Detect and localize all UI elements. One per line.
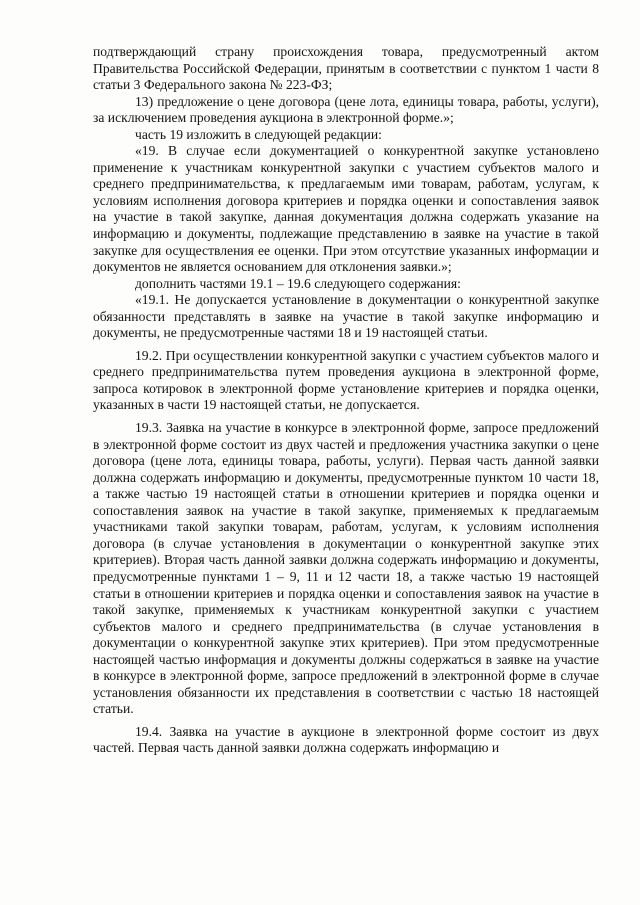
paragraph-part-19: «19. В случае если документацией о конкурентной закупке установлено применение к участникам конкурентной закупки с участием субъектов малого и среднего предпринимательства, к предлагаемым ими товарам, работам, услугам, к условиям исполнения договора критериев и порядка оценки и сопоставления заявок на участие в такой закупке, данная документация должна содержать указание на информацию и документы, подлежащие представлению в заявке на участие в такой закупке для осуществления ее оценки. При этом отсутствие указанных информации и документов не является основанием для отклонения заявки.»; (93, 143, 599, 275)
paragraph-19-3: 19.3. Заявка на участие в конкурсе в электронной форме, запросе предложений в электронной форме состоит из двух частей и предложения участника закупки о цене договора (цене лота, единицы товара, работы, услуги). Первая часть данной заявки должна содержать информацию и документы, предусмотренные пунктом 10 части 18, а также частью 19 настоящей статьи в отношении критериев и порядка оценки и сопоставления заявок на участие в такой закупке, применяемых к предлагаемым участниками такой закупки товарам, работам, услугам, к условиям исполнения договора (в случае установления в документации о конкурентной закупке этих критериев). Вторая часть данной заявки должна содержать информацию и документы, предусмотренные пунктами 1 – 9, 11 и 12 части 18, а также частью 19 настоящей статьи в отношении критериев и порядка оценки и сопоставления заявок на участие в такой закупке, применяемых к участникам конкурентной закупки с участием субъектов малого и среднего предпринимательства (в случае установления в документации о конкурентной закупке этих критериев). При этом предусмотренные настоящей частью информация и документы должны содержаться в заявке на участие в конкурсе в электронной форме, запросе предложений в электронной форме в случае установления обязанности их представления в соответствии с частью 18 настоящей статьи. (93, 420, 599, 717)
paragraph-19-2: 19.2. При осуществлении конкурентной закупки с участием субъектов малого и среднего предпринимательства путем проведения аукциона в электронной форме, запроса котировок в электронной форме установление критериев и порядка оценки, указанных в части 19 настоящей статьи, не допускается. (93, 347, 599, 413)
document-body (93, 44, 599, 757)
paragraph-19-4: 19.4. Заявка на участие в аукционе в электронной форме состоит из двух частей. Первая часть данной заявки должна содержать информацию и (93, 723, 599, 756)
paragraph-item-13: 13) предложение о цене договора (цене лота, единицы товара, работы, услуги), за исключением проведения аукциона в электронной форме.»; (93, 93, 599, 126)
paragraph-19-1: «19.1. Не допускается установление в документации о конкурентной закупке обязанности представлять в заявке на участие в такой закупке информацию и документы, не предусмотренные частями 18 и 19 настоящей статьи. (93, 292, 599, 341)
scan-margin-artifact (8, 840, 14, 900)
paragraph-part-19-intro: часть 19 изложить в следующей редакции: (135, 126, 382, 142)
paragraph-continuation: подтверждающий страну происхождения товара, предусмотренный актом Правительства Российской Федерации, принятым в соответствии с пунктом 1 части 8 статьи 3 Федерального закона № 223-ФЗ; (93, 44, 599, 93)
paragraph-add-parts-intro: дополнить частями 19.1 – 19.6 следующего содержания: (135, 275, 461, 291)
